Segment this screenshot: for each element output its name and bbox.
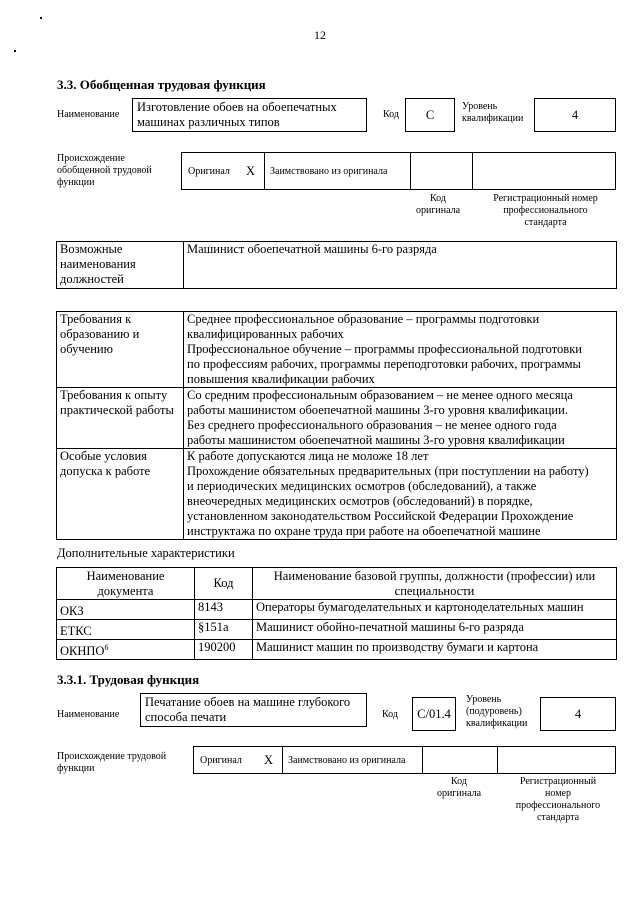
borrowed-label: Заимствовано из оригинала	[270, 166, 388, 177]
origin-label-line: функции	[57, 177, 95, 188]
label-line: образованию и	[60, 327, 140, 341]
value-line: квалифицированных рабочих	[187, 327, 344, 341]
original-label: Оригинал	[188, 166, 230, 177]
origin-label	[57, 153, 152, 189]
page-number: 12	[314, 28, 326, 42]
header-line: специальности	[394, 583, 475, 598]
level-label-line: Уровень	[462, 101, 498, 112]
code-original-caption	[408, 193, 468, 217]
label-line: допуска к работе	[60, 464, 151, 478]
name-cell: Машинист машин по производству бумаги и картона	[253, 640, 617, 660]
doc-name: ОКНПО	[60, 644, 105, 659]
function-name-line: Печатание обоев на машине глубокого	[145, 695, 351, 709]
table-row	[57, 620, 617, 640]
header-line: Наименование	[86, 568, 165, 583]
code-cell: 190200	[195, 640, 253, 660]
caption-line: стандарта	[524, 217, 567, 228]
value-line: внеочередных медицинских осмотров (обследований) в порядке,	[187, 494, 533, 508]
code-value: C/01.4	[412, 697, 456, 731]
value-line: К работе допускаются лица не моложе 18 лет	[187, 449, 429, 463]
caption-line: профессионального	[503, 205, 588, 216]
positions-label	[57, 242, 184, 289]
registration-caption	[478, 193, 613, 229]
registration-caption	[500, 776, 616, 824]
header-document	[57, 568, 195, 600]
requirement-row	[57, 312, 617, 388]
requirements-table	[56, 311, 617, 540]
divider	[282, 747, 283, 773]
table-row	[57, 600, 617, 620]
caption-line: Код	[430, 193, 446, 204]
requirement-label	[57, 449, 184, 540]
subsection-heading: 3.3.1. Трудовая функция	[57, 672, 200, 687]
doc-name: ОКЗ	[60, 604, 84, 619]
level-value: 4	[540, 697, 616, 731]
original-label: Оригинал	[200, 755, 242, 766]
caption-line: оригинала	[415, 205, 461, 216]
doc-cell	[57, 620, 195, 640]
header-code: Код	[195, 568, 253, 600]
caption-line: стандарта	[536, 812, 580, 823]
label-line: обучению	[60, 342, 113, 356]
label-line: Особые условия	[60, 449, 147, 463]
origin-label-line: Происхождение трудовой	[57, 751, 167, 762]
divider	[472, 153, 473, 189]
requirement-value	[184, 312, 617, 388]
additional-table	[56, 567, 617, 660]
name-cell: Машинист обойно-печатной машины 6-го разряда	[253, 620, 617, 640]
code-original-caption	[426, 776, 492, 800]
value-line: работы машинистом обоепечатной машины 3-го уровня квалификации.	[187, 403, 568, 417]
caption-line: номер	[545, 788, 571, 799]
label-line: практической работы	[60, 403, 174, 417]
value-line: установленном законодательством Российской Федерации Прохождение	[187, 509, 574, 523]
function-name-box	[132, 98, 367, 132]
additional-title: Дополнительные характеристики	[57, 546, 235, 560]
divider	[497, 747, 498, 773]
name-label: Наименование	[57, 709, 120, 720]
original-mark: Х	[246, 164, 256, 178]
header-line: документа	[97, 583, 154, 598]
function-name-box	[140, 693, 367, 727]
requirement-value	[184, 388, 617, 449]
caption-line: Код	[451, 776, 467, 787]
margin-mark	[40, 17, 42, 19]
divider	[264, 153, 265, 189]
requirement-row	[57, 388, 617, 449]
requirement-value	[184, 449, 617, 540]
level-label-line: Уровень	[466, 694, 502, 705]
divider	[422, 747, 423, 773]
value-line: Без среднего профессионального образования – не менее одного года	[187, 418, 557, 432]
code-label: Код	[382, 709, 398, 720]
code-cell: 8143	[195, 600, 253, 620]
name-label: Наименование	[57, 109, 120, 120]
footnote-mark: 6	[104, 643, 109, 653]
positions-label-line: Возможные	[60, 242, 123, 256]
code-cell: §151а	[195, 620, 253, 640]
value-line: Профессиональное обучение – программы профессиональной подготовки	[187, 342, 582, 356]
value-line: Со средним профессиональным образованием – не менее одного месяца	[187, 388, 573, 402]
divider	[410, 153, 411, 189]
header-line: Наименование базовой группы, должности (профессии) или	[273, 568, 596, 583]
caption-line: профессионального	[515, 800, 601, 811]
positions-table	[56, 241, 617, 289]
origin-table	[193, 746, 616, 774]
header-group	[253, 568, 617, 600]
level-label-line: квалификации	[466, 718, 528, 729]
value-line: Прохождение обязательных предварительных (при поступлении на работу)	[187, 464, 589, 478]
origin-label-line: функции	[57, 763, 95, 774]
doc-cell	[57, 640, 195, 660]
origin-table	[181, 152, 616, 190]
origin-label-line: Происхождение	[57, 153, 125, 164]
level-label-line: квалификации	[462, 113, 524, 124]
caption-line: Регистрационный номер	[493, 193, 598, 204]
level-label-line: (подуровень)	[466, 706, 522, 717]
value-line: работы машинистом обоепечатной машины 3-го уровня квалификации	[187, 433, 565, 447]
level-label	[466, 694, 527, 730]
additional-header-row	[57, 568, 617, 600]
origin-label-line: обобщенной трудовой	[57, 165, 152, 176]
label-line: Требования к	[60, 312, 132, 326]
code-label: Код	[383, 109, 399, 120]
positions-label-line: наименования	[60, 257, 136, 271]
original-mark: Х	[264, 753, 274, 767]
level-label	[462, 101, 523, 125]
value-line: и периодических медицинских осмотров (обследований), а также	[187, 479, 537, 493]
caption-line: Регистрационный	[519, 776, 597, 787]
doc-cell	[57, 600, 195, 620]
caption-line: оригинала	[436, 788, 482, 799]
requirement-label	[57, 312, 184, 388]
value-line: Среднее профессиональное образование – программы подготовки	[187, 312, 540, 326]
function-name-line: способа печати	[145, 710, 227, 724]
borrowed-label: Заимствовано из оригинала	[288, 755, 406, 766]
requirement-row	[57, 449, 617, 540]
value-line: по профессиям рабочих, программы переподготовки рабочих, программы	[187, 357, 581, 371]
label-line: Требования к опыту	[60, 388, 168, 402]
value-line: инструктажа по охране труда при работе на обоепечатной машине	[187, 524, 541, 538]
positions-value: Машинист обоепечатной машины 6-го разряда	[184, 242, 617, 289]
value-line: повышения квалификации рабочих	[187, 372, 375, 386]
name-cell: Операторы бумагоделательных и картоноделательных машин	[253, 600, 617, 620]
requirement-label	[57, 388, 184, 449]
code-value: С	[405, 98, 455, 132]
function-name-line: машинах различных типов	[137, 115, 280, 129]
margin-mark	[14, 50, 16, 52]
origin-label	[57, 751, 166, 775]
positions-label-line: должностей	[60, 272, 124, 286]
level-value: 4	[534, 98, 616, 132]
section-heading: 3.3. Обобщенная трудовая функция	[57, 77, 266, 92]
table-row	[57, 640, 617, 660]
doc-name: ЕТКС	[60, 624, 92, 639]
function-name-line: Изготовление обоев на обоепечатных	[137, 100, 337, 114]
